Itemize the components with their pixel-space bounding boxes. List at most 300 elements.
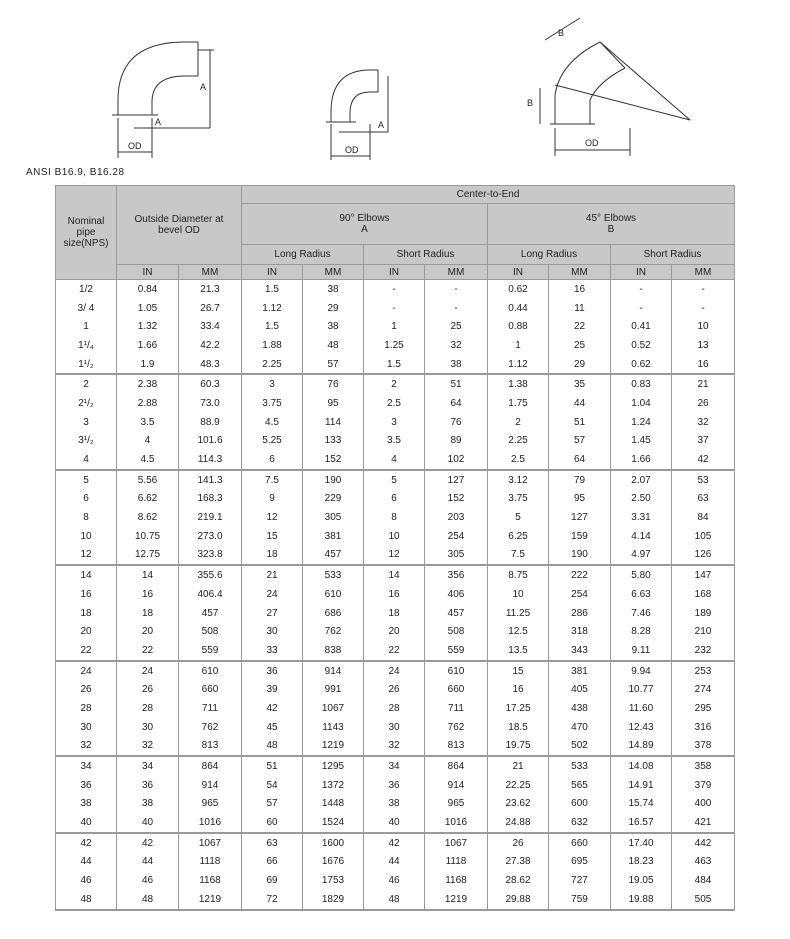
nps-cell: 30 [56, 718, 117, 737]
table-cell: 1.66 [611, 450, 672, 470]
table-cell: 8.62 [117, 508, 179, 527]
table-cell: 42 [672, 450, 735, 470]
table-cell: 316 [672, 718, 735, 737]
table-cell: 1067 [303, 699, 364, 718]
table-cell: 46 [364, 871, 425, 890]
table-cell: 254 [549, 585, 611, 604]
table-cell: 1524 [303, 813, 364, 833]
table-cell: 29 [303, 299, 364, 318]
table-cell: 914 [425, 776, 488, 795]
table-cell: 42 [364, 833, 425, 853]
table-cell: 14 [117, 565, 179, 585]
table-cell: 3.75 [488, 490, 549, 509]
table-cell: 5.56 [117, 470, 179, 490]
table-cell: 1.5 [242, 317, 303, 336]
table-row [56, 374, 735, 394]
label-a-horizontal: A [155, 117, 162, 127]
table-cell: 189 [672, 604, 735, 623]
table-cell: 18 [117, 604, 179, 623]
nps-cell: 32 [56, 737, 117, 757]
table-cell: 24 [242, 585, 303, 604]
table-cell: 42.2 [179, 336, 242, 355]
table-row [56, 450, 735, 470]
table-row [56, 527, 735, 546]
table-cell: 762 [303, 622, 364, 641]
table-cell: 101.6 [179, 432, 242, 451]
table-cell: 305 [425, 546, 488, 566]
table-cell: 18.23 [611, 853, 672, 872]
table-cell: 2.5 [364, 394, 425, 413]
table-cell: 12.43 [611, 718, 672, 737]
table-cell: 660 [179, 680, 242, 699]
table-cell: 610 [179, 661, 242, 681]
table-cell: 26.7 [179, 299, 242, 318]
header-90-elbows-label: 90° Elbows [339, 213, 390, 224]
table-cell: 39 [242, 680, 303, 699]
table-cell: 168 [672, 585, 735, 604]
table-row [56, 432, 735, 451]
table-cell: 21 [672, 374, 735, 394]
table-cell: 16.57 [611, 813, 672, 833]
table-cell: 508 [179, 622, 242, 641]
table-cell: 318 [549, 622, 611, 641]
nps-cell: 1/2 [56, 280, 117, 299]
unit-header-in: IN [364, 265, 425, 280]
table-cell: 381 [303, 527, 364, 546]
table-cell: 660 [425, 680, 488, 699]
table-cell: 1219 [179, 890, 242, 910]
table-cell: 1219 [425, 890, 488, 910]
table-cell: 400 [672, 795, 735, 814]
nps-cell: 34 [56, 756, 117, 776]
table-cell: - [364, 280, 425, 299]
table-cell: 15.74 [611, 795, 672, 814]
table-cell: 15 [242, 527, 303, 546]
table-cell: 16 [549, 280, 611, 299]
table-row [56, 699, 735, 718]
table-cell: 18 [242, 546, 303, 566]
table-cell: 1168 [425, 871, 488, 890]
table-cell: 914 [179, 776, 242, 795]
table-row [56, 565, 735, 585]
nps-cell: 6 [56, 490, 117, 509]
table-cell: 286 [549, 604, 611, 623]
table-cell: 14.91 [611, 776, 672, 795]
table-cell: - [611, 280, 672, 299]
table-cell: 64 [549, 450, 611, 470]
table-cell: 3.5 [117, 413, 179, 432]
label-od-short: OD [345, 145, 359, 155]
table-cell: 457 [179, 604, 242, 623]
table-cell: 126 [672, 546, 735, 566]
table-cell: 273.0 [179, 527, 242, 546]
table-cell: 533 [303, 565, 364, 585]
table-cell: 1016 [425, 813, 488, 833]
table-row [56, 299, 735, 318]
table-cell: 27.38 [488, 853, 549, 872]
table-cell: 38 [117, 795, 179, 814]
table-cell: 1143 [303, 718, 364, 737]
nps-cell: 1¹/₂ [56, 355, 117, 375]
nps-cell: 22 [56, 641, 117, 661]
header-90-short-radius: Short Radius [364, 245, 488, 265]
table-cell: 1219 [303, 737, 364, 757]
table-cell: 38 [303, 317, 364, 336]
table-cell: 20 [364, 622, 425, 641]
table-cell: 274 [672, 680, 735, 699]
table-cell: - [611, 299, 672, 318]
table-cell: 48 [303, 336, 364, 355]
table-cell: 2 [488, 413, 549, 432]
table-cell: - [672, 280, 735, 299]
table-row [56, 737, 735, 757]
table-cell: 1 [488, 336, 549, 355]
table-cell: 147 [672, 565, 735, 585]
table-cell: 133 [303, 432, 364, 451]
table-cell: 864 [425, 756, 488, 776]
table-cell: 559 [179, 641, 242, 661]
table-cell: 48 [242, 737, 303, 757]
nps-cell: 2¹/₂ [56, 394, 117, 413]
table-cell: 5.80 [611, 565, 672, 585]
table-cell: 323.8 [179, 546, 242, 566]
nps-cell: 12 [56, 546, 117, 566]
nps-cell: 26 [56, 680, 117, 699]
table-cell: 28 [117, 699, 179, 718]
table-row [56, 394, 735, 413]
unit-header-mm: MM [179, 265, 242, 280]
table-cell: 1.66 [117, 336, 179, 355]
table-cell: 30 [117, 718, 179, 737]
table-cell: 421 [672, 813, 735, 833]
table-cell: 72 [242, 890, 303, 910]
table-cell: 30 [364, 718, 425, 737]
table-cell: 190 [303, 470, 364, 490]
table-cell: 2.50 [611, 490, 672, 509]
elbow-dimensions-table [55, 185, 735, 911]
table-cell: 15 [488, 661, 549, 681]
table-cell: 10 [672, 317, 735, 336]
table-cell: 1676 [303, 853, 364, 872]
table-cell: 190 [549, 546, 611, 566]
table-cell: 26 [364, 680, 425, 699]
table-cell: 1753 [303, 871, 364, 890]
table-cell: 232 [672, 641, 735, 661]
table-cell: 1600 [303, 833, 364, 853]
table-cell: 484 [672, 871, 735, 890]
table-cell: 10 [364, 527, 425, 546]
table-cell: 95 [303, 394, 364, 413]
table-cell: 19.75 [488, 737, 549, 757]
table-row [56, 317, 735, 336]
table-cell: 610 [303, 585, 364, 604]
table-cell: 114.3 [179, 450, 242, 470]
table-cell: 463 [672, 853, 735, 872]
table-cell: 18 [364, 604, 425, 623]
table-row [56, 641, 735, 661]
table-cell: 16 [117, 585, 179, 604]
table-cell: 1.25 [364, 336, 425, 355]
table-cell: 40 [364, 813, 425, 833]
table-cell: 45 [242, 718, 303, 737]
table-cell: 2.88 [117, 394, 179, 413]
table-cell: 762 [179, 718, 242, 737]
table-cell: 54 [242, 776, 303, 795]
table-row [56, 280, 735, 299]
table-cell: 565 [549, 776, 611, 795]
table-cell: 42 [242, 699, 303, 718]
table-cell: 1.9 [117, 355, 179, 375]
table-cell: 864 [179, 756, 242, 776]
table-cell: 5 [488, 508, 549, 527]
table-cell: 29.88 [488, 890, 549, 910]
table-cell: 3.12 [488, 470, 549, 490]
table-cell: 711 [179, 699, 242, 718]
header-45-short-radius: Short Radius [611, 245, 735, 265]
table-cell: 17.40 [611, 833, 672, 853]
header-center-to-end: Center-to-End [242, 186, 735, 204]
table-row [56, 661, 735, 681]
table-cell: 35 [549, 374, 611, 394]
table-row [56, 470, 735, 490]
table-cell: 3 [364, 413, 425, 432]
table-cell: 44 [549, 394, 611, 413]
nps-cell: 16 [56, 585, 117, 604]
table-cell: 48.3 [179, 355, 242, 375]
table-cell: 76 [425, 413, 488, 432]
nps-cell: 24 [56, 661, 117, 681]
table-cell: 127 [549, 508, 611, 527]
table-cell: 6.62 [117, 490, 179, 509]
header-45-elbows-label: 45° Elbows [585, 213, 637, 224]
table-cell: 12.75 [117, 546, 179, 566]
table-cell: 379 [672, 776, 735, 795]
table-cell: 36 [364, 776, 425, 795]
table-cell: 19.05 [611, 871, 672, 890]
table-cell: 1295 [303, 756, 364, 776]
header-od: Outside Diameter at bevel OD [117, 186, 242, 265]
table-cell: 7.46 [611, 604, 672, 623]
table-cell: 1.12 [488, 355, 549, 375]
table-cell: 405 [549, 680, 611, 699]
table-row [56, 795, 735, 814]
table-cell: 305 [303, 508, 364, 527]
table-row [56, 622, 735, 641]
table-cell: 22.25 [488, 776, 549, 795]
table-cell: 1016 [179, 813, 242, 833]
table-row [56, 756, 735, 776]
table-cell: 508 [425, 622, 488, 641]
table-cell: 0.52 [611, 336, 672, 355]
table-cell: 442 [672, 833, 735, 853]
table-cell: 26 [672, 394, 735, 413]
table-cell: 0.62 [611, 355, 672, 375]
table-cell: 13.5 [488, 641, 549, 661]
table-cell: 1448 [303, 795, 364, 814]
table-cell: 19.88 [611, 890, 672, 910]
table-cell: 28 [364, 699, 425, 718]
table-cell: 24 [117, 661, 179, 681]
table-cell: 40 [117, 813, 179, 833]
table-cell: 1.88 [242, 336, 303, 355]
table-cell: 16 [672, 355, 735, 375]
table-cell: 9 [242, 490, 303, 509]
header-45-elbows-sub: B [607, 224, 615, 235]
nps-cell: 14 [56, 565, 117, 585]
label-b: B [527, 98, 534, 108]
table-row [56, 853, 735, 872]
table-cell: 1372 [303, 776, 364, 795]
nps-cell: 1¹/₄ [56, 336, 117, 355]
table-cell: 17.25 [488, 699, 549, 718]
table-row [56, 718, 735, 737]
table-cell: 33.4 [179, 317, 242, 336]
table-row [56, 871, 735, 890]
table-row [56, 776, 735, 795]
table-cell: 219.1 [179, 508, 242, 527]
nps-cell: 3¹/₂ [56, 432, 117, 451]
table-cell: 10 [488, 585, 549, 604]
table-cell: 26 [488, 833, 549, 853]
table-cell: 66 [242, 853, 303, 872]
table-cell: 295 [672, 699, 735, 718]
label-a-short: A [378, 120, 385, 130]
label-b-diagonal: B [558, 28, 565, 38]
table-cell: 21 [242, 565, 303, 585]
table-cell: - [425, 299, 488, 318]
table-cell: 32 [672, 413, 735, 432]
table-cell: 1.24 [611, 413, 672, 432]
table-cell: 0.88 [488, 317, 549, 336]
table-cell: 36 [117, 776, 179, 795]
table-cell: 8.75 [488, 565, 549, 585]
table-cell: 914 [303, 661, 364, 681]
table-cell: 69 [242, 871, 303, 890]
table-cell: 254 [425, 527, 488, 546]
table-cell: 12.5 [488, 622, 549, 641]
table-cell: 0.62 [488, 280, 549, 299]
table-cell: 51 [425, 374, 488, 394]
table-cell: 1067 [425, 833, 488, 853]
table-cell: 25 [425, 317, 488, 336]
table-cell: 32 [364, 737, 425, 757]
table-cell: 4.14 [611, 527, 672, 546]
table-cell: 1.38 [488, 374, 549, 394]
table-cell: 21 [488, 756, 549, 776]
table-cell: 22 [549, 317, 611, 336]
elbow-90-long-radius-drawing [0, 0, 790, 165]
unit-header-in: IN [117, 265, 179, 280]
table-cell: 559 [425, 641, 488, 661]
table-cell: 53 [672, 470, 735, 490]
table-cell: 42 [117, 833, 179, 853]
table-cell: 343 [549, 641, 611, 661]
table-cell: 13 [672, 336, 735, 355]
table-cell: 1.05 [117, 299, 179, 318]
table-cell: 25 [549, 336, 611, 355]
table-cell: 12 [242, 508, 303, 527]
table-cell: 695 [549, 853, 611, 872]
table-cell: 3.31 [611, 508, 672, 527]
table-cell: 813 [179, 737, 242, 757]
table-cell: 11.25 [488, 604, 549, 623]
table-cell: 34 [117, 756, 179, 776]
table-cell: 159 [549, 527, 611, 546]
table-cell: 63 [242, 833, 303, 853]
table-cell: 14.89 [611, 737, 672, 757]
nps-cell: 3 [56, 413, 117, 432]
nps-cell: 10 [56, 527, 117, 546]
table-cell: 60.3 [179, 374, 242, 394]
table-cell: 57 [303, 355, 364, 375]
table-cell: 10.75 [117, 527, 179, 546]
table-row [56, 890, 735, 910]
table-cell: 4.5 [117, 450, 179, 470]
table-cell: 64 [425, 394, 488, 413]
table-cell: 48 [117, 890, 179, 910]
table-cell: 229 [303, 490, 364, 509]
table-cell: 33 [242, 641, 303, 661]
table-cell: 1.45 [611, 432, 672, 451]
table-cell: 48 [364, 890, 425, 910]
table-cell: 358 [672, 756, 735, 776]
table-cell: 222 [549, 565, 611, 585]
table-cell: 1118 [179, 853, 242, 872]
table-cell: 381 [549, 661, 611, 681]
table-cell: 438 [549, 699, 611, 718]
table-cell: 210 [672, 622, 735, 641]
table-cell: 4 [117, 432, 179, 451]
table-cell: 28.62 [488, 871, 549, 890]
table-cell: - [364, 299, 425, 318]
table-cell: 38 [425, 355, 488, 375]
table-cell: 11.60 [611, 699, 672, 718]
nps-cell: 1 [56, 317, 117, 336]
table-cell: 36 [242, 661, 303, 681]
nps-cell: 38 [56, 795, 117, 814]
table-cell: 44 [364, 853, 425, 872]
header-nps: Nominal pipe size(NPS) [56, 186, 117, 280]
table-cell: 73.0 [179, 394, 242, 413]
table-cell: 355.6 [179, 565, 242, 585]
table-cell: 8.28 [611, 622, 672, 641]
table-cell: 686 [303, 604, 364, 623]
table-cell: 813 [425, 737, 488, 757]
table-cell: 2.25 [488, 432, 549, 451]
table-cell: 727 [549, 871, 611, 890]
table-cell: 838 [303, 641, 364, 661]
table-row [56, 336, 735, 355]
table-cell: 22 [364, 641, 425, 661]
table-cell: 51 [549, 413, 611, 432]
table-cell: 457 [425, 604, 488, 623]
table-cell: 84 [672, 508, 735, 527]
table-cell: 1.5 [242, 280, 303, 299]
nps-cell: 36 [56, 776, 117, 795]
table-cell: 4.5 [242, 413, 303, 432]
table-row [56, 833, 735, 853]
table-cell: 11 [549, 299, 611, 318]
table-cell: 38 [364, 795, 425, 814]
table-cell: 16 [488, 680, 549, 699]
table-cell: 12 [364, 546, 425, 566]
table-cell: 1.32 [117, 317, 179, 336]
table-cell: 0.84 [117, 280, 179, 299]
nps-cell: 18 [56, 604, 117, 623]
table-row [56, 813, 735, 833]
table-cell: 711 [425, 699, 488, 718]
table-cell: 14.08 [611, 756, 672, 776]
